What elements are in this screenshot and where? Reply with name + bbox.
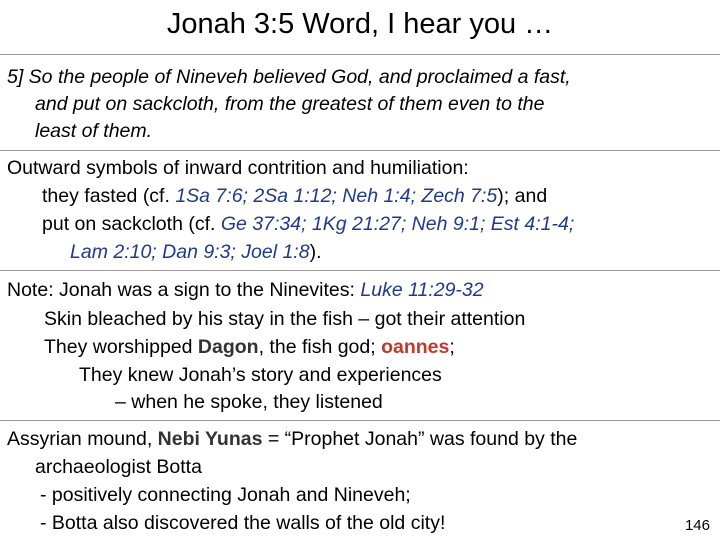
divider [0,150,720,151]
text-fragment: = “Prophet Jonah” was found by the [262,428,578,450]
text-fragment: They worshipped [44,336,198,358]
assyrian-line: archaeologist Botta [35,456,202,478]
note-line [44,335,455,359]
outward-line [42,212,574,236]
outward-line [70,240,322,264]
assyrian-line: - positively connecting Jonah and Nineveh; [40,484,411,506]
text-fragment: they fasted (cf. [42,185,176,207]
note-line: – when he spoke, they listened [115,391,383,413]
note-line: They knew Jonah’s story and experiences [79,364,442,386]
outward-heading: Outward symbols of inward contrition and humiliation: [7,157,469,179]
text-fragment: , the fish god; [258,336,382,358]
nebi-yunas-term: Nebi Yunas [157,428,263,450]
text-fragment: ; [449,336,455,358]
scripture-refs: Ge 37:34; 1Kg 21:27; Neh 9:1; Est 4:1-4; [220,213,575,235]
verse-line: and put on sackcloth, from the greatest of them even to the [35,93,545,115]
scripture-refs: Lam 2:10; Dan 9:3; Joel 1:8 [70,241,310,263]
assyrian-line [7,427,577,451]
text-fragment: Note: Jonah was a sign to the Ninevites: [7,279,361,301]
slide-title: Jonah 3:5 Word, I hear you … [166,8,554,40]
text-fragment: ); and [497,185,548,207]
outward-line [42,184,547,208]
verse-line: 5] So the people of Nineveh believed God, and proclaimed a fast, [7,66,571,88]
page-number: 146 [684,517,710,534]
oannes-term: oannes [381,336,450,358]
verse-line: least of them. [35,120,153,142]
divider [0,420,720,421]
dagon-term: Dagon [197,336,259,358]
divider [0,270,720,271]
note-line: Skin bleached by his stay in the fish – got their attention [44,308,526,330]
note-heading [7,278,484,302]
divider [0,54,720,55]
assyrian-line: - Botta also discovered the walls of the old city! [40,512,446,534]
scripture-ref: Luke 11:29-32 [360,279,484,301]
text-fragment: Assyrian mound, [7,428,158,450]
text-fragment: put on sackcloth (cf. [42,213,221,235]
scripture-refs: 1Sa 7:6; 2Sa 1:12; Neh 1:4; Zech 7:5 [175,185,498,207]
text-fragment: ). [309,241,322,263]
